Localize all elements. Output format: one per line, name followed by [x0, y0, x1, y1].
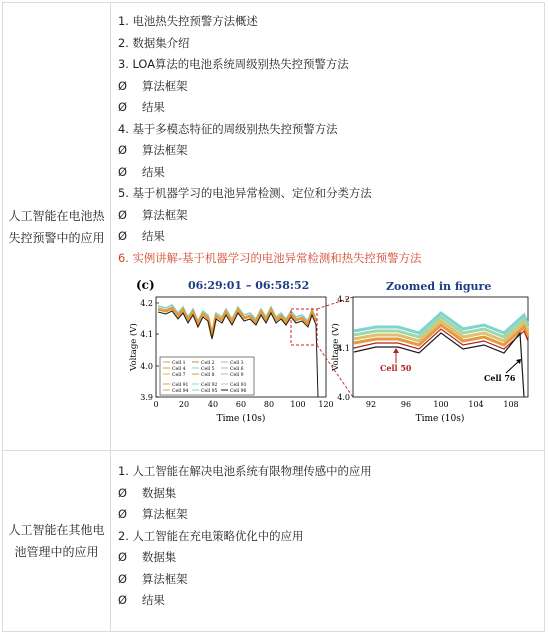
outline-subitem: Ø 算法框架	[118, 140, 544, 162]
table-row	[3, 3, 544, 451]
cell50-annotation: Cell 50	[380, 363, 412, 373]
arrow-bullet-icon: Ø	[118, 207, 127, 222]
outline-item: 4. 基于多模态特征的周级别热失控预警方法	[118, 121, 338, 136]
left-ytick: 3.9	[140, 393, 153, 402]
right-ytick: 4.1	[337, 344, 350, 353]
right-xtick: 92	[365, 400, 377, 409]
legend-entry: Cell 3	[230, 361, 244, 366]
items-cell	[111, 3, 544, 450]
outline-item: 1. 人工智能在解决电池系统有限物理传感中的应用	[118, 464, 372, 478]
outline-item: 2. 数据集介绍	[118, 35, 190, 50]
left-ytick: 4.0	[140, 362, 153, 371]
voltage-figure	[128, 273, 538, 425]
legend-entry: Cell 93	[230, 383, 247, 388]
left-xtick: 0	[153, 400, 159, 409]
right-ylabel: Voltage (V)	[331, 323, 341, 371]
legend-entry: Cell 4	[172, 367, 186, 372]
legend-entry: Cell 91	[172, 383, 189, 388]
right-ytick: 4.2	[337, 295, 350, 304]
legend-entry: Cell 7	[172, 373, 186, 378]
cell76-arrow	[506, 361, 519, 373]
arrow-bullet-icon: Ø	[118, 100, 127, 114]
right-xtick: 96	[400, 400, 412, 409]
outline-item: 3. LOA算法的电池系统周级别热失控预警方法	[118, 57, 349, 71]
left-xtick: 60	[235, 400, 247, 409]
outline-subitem: Ø 结果	[118, 590, 544, 612]
outline-subitem: Ø 结果	[118, 162, 544, 184]
left-ylabel: Voltage (V)	[129, 323, 139, 371]
legend-entry: Cell 96	[230, 389, 247, 394]
category-cell	[3, 3, 111, 450]
legend-entry: Cell 94	[172, 389, 189, 394]
outline-subitem: Ø 算法框架	[118, 504, 544, 526]
outline-subitem: Ø 算法框架	[118, 76, 544, 98]
category-label: 人工智能在电池热失控预警中的应用	[8, 208, 105, 245]
outline-item-highlight: 6. 实例讲解-基于机器学习的电池异常检测和热失控预警方法	[118, 250, 422, 265]
arrow-bullet-icon: Ø	[118, 143, 127, 157]
content-table	[2, 2, 545, 632]
right-xlabel: Time (10s)	[415, 414, 465, 424]
right-plot	[330, 295, 528, 424]
arrow-bullet-icon: Ø	[118, 78, 127, 93]
left-xtick: 40	[207, 400, 219, 409]
arrow-bullet-icon: Ø	[118, 229, 127, 243]
items-cell	[111, 451, 544, 631]
left-xtick: 120	[318, 400, 334, 409]
legend-entry: Cell 5	[201, 367, 215, 372]
outline-item: 5. 基于机器学习的电池异常检测、定位和分类方法	[118, 186, 372, 200]
arrow-bullet-icon: Ø	[118, 485, 127, 500]
right-xtick: 104	[468, 400, 484, 409]
left-ytick: 4.1	[140, 330, 153, 339]
right-xtick: 108	[503, 400, 519, 409]
legend-entry: Cell 95	[201, 389, 218, 394]
left-xtick: 100	[290, 400, 306, 409]
cell50-arrow-head	[393, 348, 399, 353]
outline-subitem: Ø 算法框架	[118, 569, 544, 591]
left-xlabel: Time (10s)	[216, 414, 266, 424]
arrow-bullet-icon: Ø	[118, 507, 127, 521]
legend-entry: Cell 8	[201, 373, 215, 378]
arrow-bullet-icon: Ø	[118, 593, 127, 607]
outline-subitem: Ø 算法框架	[118, 205, 544, 227]
cell76-annotation: Cell 76	[484, 373, 516, 383]
outline-subitem: Ø 数据集	[118, 483, 544, 505]
panel-label: (c)	[136, 278, 155, 292]
left-plot-title: 06:29:01 – 06:58:52	[188, 279, 310, 292]
outline-subitem: Ø 结果	[118, 226, 544, 248]
outline-item: 1. 电池热失控预警方法概述	[118, 14, 258, 28]
arrow-bullet-icon: Ø	[118, 164, 127, 179]
voltage-figure-svg	[128, 273, 538, 425]
arrow-bullet-icon: Ø	[118, 571, 127, 586]
legend	[160, 357, 254, 395]
left-xtick: 20	[178, 400, 190, 409]
outline-subitem: Ø 结果	[118, 97, 544, 119]
category-cell	[3, 451, 111, 631]
left-plot	[128, 297, 353, 424]
legend-entry: Cell 92	[201, 383, 218, 388]
arrow-bullet-icon: Ø	[118, 550, 127, 564]
right-xtick: 100	[433, 400, 449, 409]
legend-entry: Cell 9	[230, 373, 244, 378]
outline-item: 2. 人工智能在充电策略优化中的应用	[118, 528, 304, 543]
right-plot-title: Zoomed in figure	[386, 280, 492, 293]
category-label: 人工智能在其他电池管理中的应用	[8, 523, 105, 559]
right-ytick: 4.0	[337, 393, 350, 402]
left-xtick: 80	[263, 400, 275, 409]
legend-entry: Cell 2	[201, 361, 215, 366]
table-row	[3, 451, 544, 631]
left-ytick: 4.2	[140, 299, 153, 308]
legend-entry: Cell 1	[172, 361, 186, 366]
legend-entry: Cell 6	[230, 367, 244, 372]
outline-subitem: Ø 数据集	[118, 547, 544, 569]
